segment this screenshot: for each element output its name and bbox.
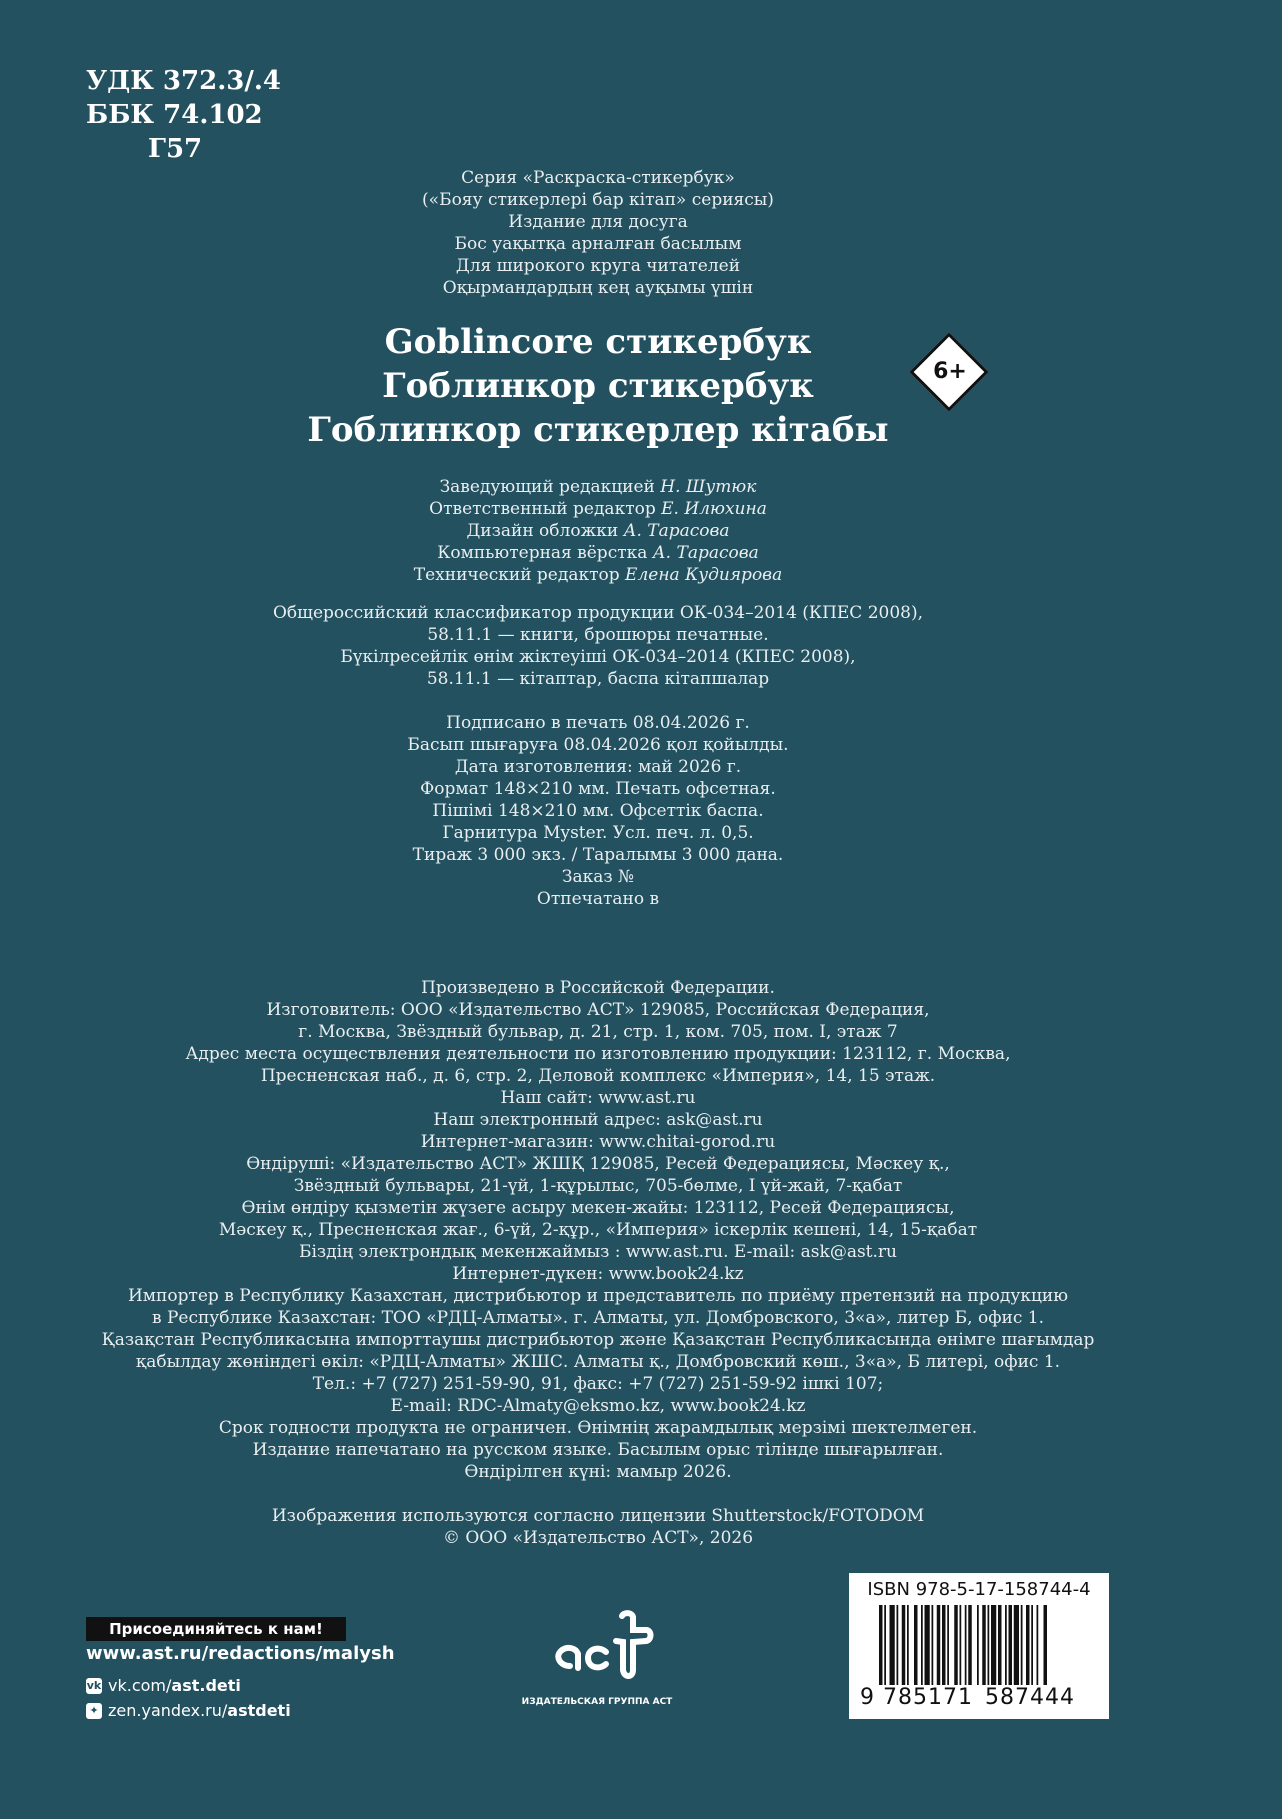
print-line: Тираж 3 000 экз. / Таралымы 3 000 дана. [412, 845, 784, 865]
staff-name: Н. Шутюк [660, 477, 757, 497]
print-line: Басып шығаруға 08.04.2026 қол қойылды. [407, 735, 789, 755]
staff-name: Елена Кудиярова [625, 565, 783, 585]
classification-block [86, 64, 281, 166]
zen-link[interactable] [86, 1701, 291, 1720]
zen-handle: astdeti [227, 1701, 291, 1720]
classifier-line: 58.11.1 — кітаптар, баспа кітапшалар [426, 669, 770, 689]
author-mark: Г57 [148, 134, 203, 164]
series-info [0, 167, 1196, 299]
book-title [0, 320, 1196, 452]
product-classifier [0, 602, 1196, 690]
staff-name: А. Тарасова [623, 521, 730, 541]
title-line: Гоблинкор стикерлер кітабы [307, 410, 889, 450]
staff-line [0, 520, 1196, 542]
series-line: Для широкого круга читателей [455, 256, 741, 276]
staff-role: Дизайн обложки [466, 521, 619, 541]
staff-role: Ответственный редактор [429, 499, 656, 519]
publisher-url[interactable]: www.ast.ru/redactions/malysh [86, 1643, 395, 1664]
print-line: Отпечатано в [536, 889, 660, 909]
license-info [0, 1505, 1196, 1549]
maker-line: Мәскеу қ., Пресненская жағ., 6-үй, 2-құр., «Империя» іскерлік кешені, 14, 15-қабат [218, 1220, 978, 1240]
staff-name: А. Тарасова [652, 543, 759, 563]
publisher-caption: ИЗДАТЕЛЬСКАЯ ГРУППА АСТ [521, 1697, 673, 1707]
print-info [0, 712, 1196, 910]
barcode-bars [879, 1605, 1093, 1693]
ean-right-group: 587444 [985, 1685, 1075, 1710]
staff-line [0, 564, 1196, 586]
staff-line [0, 542, 1196, 564]
maker-line: Произведено в Российской Федерации. [421, 978, 775, 998]
maker-line: Наш сайт: www.ast.ru [500, 1088, 696, 1108]
maker-line: Адрес места осуществления деятельности по изготовлению продукции: 123112, г. Москва, [185, 1044, 1011, 1064]
maker-line: Өндірілген күні: мамыр 2026. [464, 1462, 732, 1482]
title-line: Goblincore стикербук [384, 322, 812, 362]
udk-code: УДК 372.3/.4 [86, 66, 281, 96]
age-rating-text: 6+ [933, 359, 967, 384]
staff-line [0, 476, 1196, 498]
staff-role: Технический редактор [413, 565, 620, 585]
manufacturer-info [0, 977, 1196, 1483]
series-line: Бос уақытқа арналған басылым [454, 234, 742, 254]
classifier-line: 58.11.1 — книги, брошюры печатные. [427, 625, 769, 645]
print-line: Дата изготовления: май 2026 г. [454, 757, 742, 777]
isbn-barcode [849, 1573, 1109, 1719]
join-us-banner: Присоединяйтесь к нам! [86, 1617, 346, 1641]
vk-icon: vk [86, 1678, 102, 1692]
print-line: Заказ № [561, 867, 635, 887]
maker-line: Біздің электрондық мекенжаймыз : www.ast.ru. E-mail: ask@ast.ru [298, 1242, 897, 1262]
ean-first-digit: 9 [860, 1685, 875, 1710]
print-line: Подписано в печать 08.04.2026 г. [446, 713, 750, 733]
maker-line: г. Москва, Звёздный бульвар, д. 21, стр. 1, ком. 705, пом. I, этаж 7 [298, 1022, 898, 1042]
maker-line: Қазақстан Республикасына импорттаушы дистрибьютор және Қазақстан Республикасында өнімге шағымдар [101, 1330, 1095, 1350]
print-line: Гарнитура Myster. Усл. печ. л. 0,5. [442, 823, 754, 843]
classifier-line: Бүкілресейлік өнім жіктеуіші ОК-034–2014 (КПЕС 2008), [340, 647, 856, 667]
license-line: Изображения используются согласно лицензии Shutterstock/FOTODOM [271, 1506, 925, 1526]
staff-line [0, 498, 1196, 520]
maker-line: Тел.: +7 (727) 251-59-90, 91, факс: +7 (727) 251-59-92 ішкі 107; [312, 1374, 884, 1394]
maker-line: Звёздный бульвары, 21-үй, 1-құрылыс, 705-бөлме, I үй-жай, 7-қабат [293, 1176, 903, 1196]
maker-line: E-mail: RDC-Almaty@eksmo.kz, www.book24.kz [390, 1396, 806, 1416]
isbn-number: ISBN 978-5-17-158744-4 [867, 1579, 1091, 1600]
print-line: Формат 148×210 мм. Печать офсетная. [420, 779, 776, 799]
maker-line: Интернет-дүкен: www.book24.kz [452, 1264, 744, 1284]
maker-line: Изготовитель: ООО «Издательство АСТ» 129085, Российская Федерация, [266, 1000, 930, 1020]
vk-prefix: vk.com/ [108, 1676, 172, 1695]
ean-left-group: 785171 [883, 1685, 973, 1710]
vk-handle: ast.deti [171, 1676, 241, 1695]
series-line: Издание для досуга [508, 212, 688, 232]
maker-line: Пресненская наб., д. 6, стр. 2, Деловой комплекс «Империя», 14, 15 этаж. [260, 1066, 936, 1086]
staff-name: Е. Илюхина [661, 499, 767, 519]
copyright-line: © ООО «Издательство АСТ», 2026 [442, 1528, 754, 1548]
series-line: Серия «Раскраска-стикербук» [461, 168, 735, 188]
series-line: Оқырмандардың кең ауқымы үшін [442, 278, 754, 298]
maker-line: Импортер в Республику Казахстан, дистрибьютор и представитель по приёму претензий на продукцию [127, 1286, 1069, 1306]
maker-line: Өндіруші: «Издательство АСТ» ЖШҚ 129085, Ресей Федерациясы, Мәскеу қ., [246, 1154, 950, 1174]
staff-credits [0, 476, 1196, 586]
zen-icon: ✦ [86, 1703, 102, 1719]
staff-role: Компьютерная вёрстка [437, 543, 648, 563]
maker-line: в Республике Казахстан: ТОО «РДЦ-Алматы». г. Алматы, ул. Домбровского, 3«а», литер Б, офис 1. [151, 1308, 1044, 1328]
classifier-line: Общероссийский классификатор продукции ОК-034–2014 (КПЕС 2008), [272, 603, 924, 623]
title-line: Гоблинкор стикербук [382, 366, 814, 406]
maker-line: Интернет-магазин: www.chitai-gorod.ru [420, 1132, 776, 1152]
maker-line: қабылдау жөніндегі өкіл: «РДЦ-Алматы» ЖШС. Алматы қ., Домбровский көш., 3«а», Б литері, офис 1. [135, 1352, 1061, 1372]
staff-role: Заведующий редакцией [439, 477, 655, 497]
maker-line: Срок годности продукта не ограничен. Өнімнің жарамдылық мерзімі шектелмеген. [218, 1418, 978, 1438]
vk-link[interactable] [86, 1676, 241, 1695]
print-line: Пішімі 148×210 мм. Офсеттік баспа. [432, 801, 764, 821]
bbk-code: ББК 74.102 [86, 100, 263, 130]
maker-line: Өнім өндіру қызметін жүзеге асыру мекен-жайы: 123112, Ресей Федерациясы, [241, 1198, 955, 1218]
zen-prefix: zen.yandex.ru/ [108, 1701, 228, 1720]
series-line: («Бояу стикерлері бар кітап» сериясы) [422, 190, 774, 210]
maker-line: Издание напечатано на русском языке. Басылым орыс тілінде шығарылған. [252, 1440, 944, 1460]
maker-line: Наш электронный адрес: ask@ast.ru [433, 1110, 763, 1130]
ast-logo-icon [540, 1610, 660, 1688]
